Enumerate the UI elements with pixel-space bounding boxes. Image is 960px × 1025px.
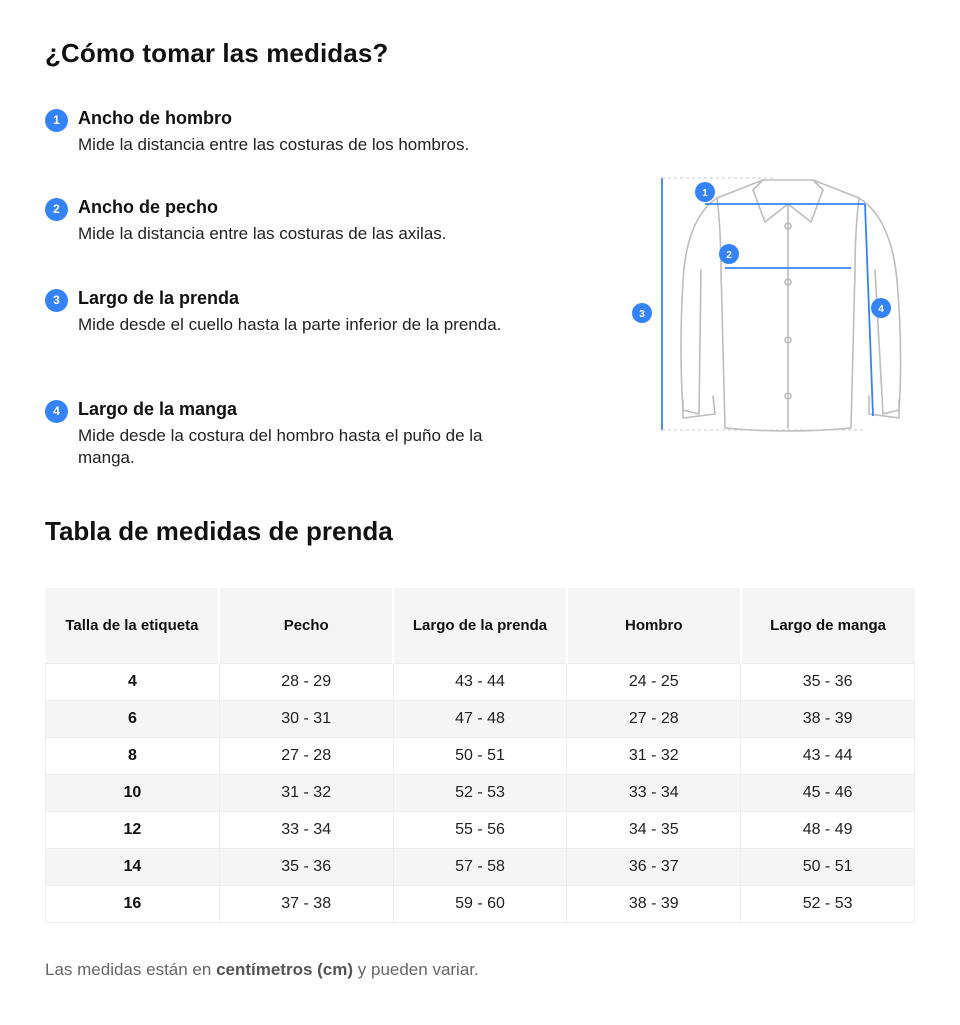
shoulder-cell: 24 - 25 — [567, 663, 741, 700]
size-table-title: Tabla de medidas de prenda — [45, 516, 393, 546]
table-row — [46, 663, 915, 700]
shoulder-cell: 38 - 39 — [567, 885, 741, 922]
step-title: Ancho de hombro — [78, 108, 232, 128]
size-cell: 16 — [46, 885, 220, 922]
step-number-badge: 2 — [45, 198, 68, 221]
diagram-marker-3: 3 — [639, 309, 645, 320]
size-cell: 6 — [46, 700, 220, 737]
units-note — [45, 960, 479, 980]
step-description: Mide desde el cuello hasta la parte inferior de la prenda. — [78, 315, 502, 334]
length-cell: 43 - 44 — [393, 663, 567, 700]
length-cell: 47 - 48 — [393, 700, 567, 737]
size-cell: 10 — [46, 774, 220, 811]
chest-cell: 35 - 36 — [219, 848, 393, 885]
table-row — [46, 737, 915, 774]
size-cell: 12 — [46, 811, 220, 848]
shoulder-cell: 33 - 34 — [567, 774, 741, 811]
chest-cell: 31 - 32 — [219, 774, 393, 811]
step-title: Largo de la manga — [78, 399, 238, 419]
step-number-badge: 3 — [45, 289, 68, 312]
sleeve-cell: 45 - 46 — [741, 774, 915, 811]
sleeve-cell: 35 - 36 — [741, 663, 915, 700]
units-note-prefix: Las medidas están en — [45, 960, 217, 979]
step-number-badge: 4 — [45, 400, 68, 423]
diagram-marker-4: 4 — [878, 304, 884, 315]
diagram-marker-2: 2 — [726, 250, 732, 261]
sleeve-cell: 48 - 49 — [741, 811, 915, 848]
length-cell: 52 - 53 — [393, 774, 567, 811]
step-description: Mide desde la costura del hombro hasta el puño de la manga. — [78, 426, 483, 467]
chest-cell: 30 - 31 — [219, 700, 393, 737]
units-note-suffix: y pueden variar. — [353, 960, 479, 979]
header-sleeve-length: Largo de manga — [741, 588, 915, 663]
sleeve-cell: 50 - 51 — [741, 848, 915, 885]
header-garment-length: Largo de la prenda — [393, 588, 567, 663]
table-row — [46, 700, 915, 737]
step-number-badge: 1 — [45, 109, 68, 132]
table-row — [46, 811, 915, 848]
size-table — [45, 588, 915, 923]
shirt-diagram-icon — [625, 170, 910, 440]
sleeve-cell: 52 - 53 — [741, 885, 915, 922]
step-title: Largo de la prenda — [78, 288, 240, 308]
length-cell: 50 - 51 — [393, 737, 567, 774]
header-chest: Pecho — [219, 588, 393, 663]
table-row — [46, 848, 915, 885]
table-header-row — [46, 588, 915, 663]
table-row — [46, 885, 915, 922]
shoulder-cell: 34 - 35 — [567, 811, 741, 848]
length-cell: 57 - 58 — [393, 848, 567, 885]
header-shoulder: Hombro — [567, 588, 741, 663]
sleeve-cell: 43 - 44 — [741, 737, 915, 774]
header-size-label: Talla de la etiqueta — [46, 588, 220, 663]
step-description: Mide la distancia entre las costuras de los hombros. — [78, 135, 470, 154]
table-row — [46, 774, 915, 811]
length-cell: 59 - 60 — [393, 885, 567, 922]
shoulder-cell: 31 - 32 — [567, 737, 741, 774]
size-cell: 8 — [46, 737, 220, 774]
size-cell: 4 — [46, 663, 220, 700]
guide-title: ¿Cómo tomar las medidas? — [45, 38, 389, 68]
step-title: Ancho de pecho — [78, 197, 219, 217]
step-description: Mide la distancia entre las costuras de las axilas. — [78, 224, 447, 243]
chest-cell: 28 - 29 — [219, 663, 393, 700]
units-note-bold: centímetros (cm) — [216, 960, 354, 979]
shoulder-cell: 27 - 28 — [567, 700, 741, 737]
shoulder-cell: 36 - 37 — [567, 848, 741, 885]
sleeve-cell: 38 - 39 — [741, 700, 915, 737]
chest-cell: 27 - 28 — [219, 737, 393, 774]
chest-cell: 37 - 38 — [219, 885, 393, 922]
chest-cell: 33 - 34 — [219, 811, 393, 848]
size-cell: 14 — [46, 848, 220, 885]
length-cell: 55 - 56 — [393, 811, 567, 848]
diagram-marker-1: 1 — [702, 188, 708, 199]
